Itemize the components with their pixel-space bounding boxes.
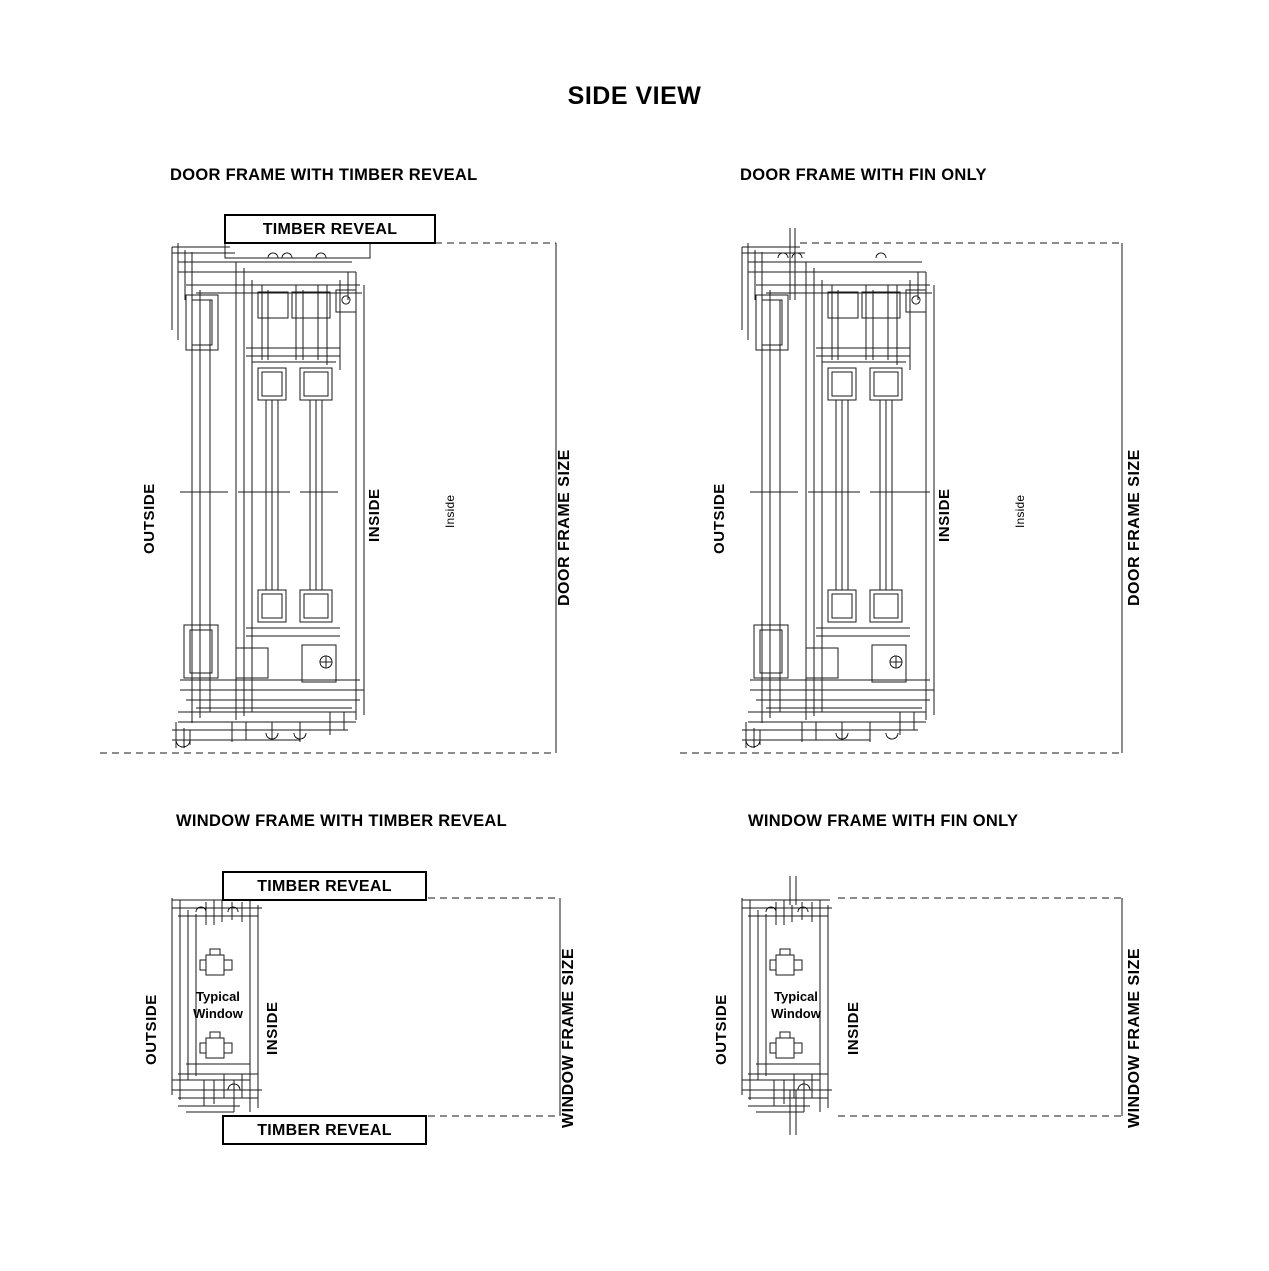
timber-reveal-callout-window-top: TIMBER REVEAL [222, 871, 427, 901]
typical-window-label-line1: Typical [196, 989, 240, 1004]
timber-reveal-callout-door: TIMBER REVEAL [224, 214, 436, 244]
outside-label-door-timber: OUTSIDE [141, 483, 158, 554]
inside-label-door-fin: INSIDE [936, 488, 953, 542]
door-fin-only-drawing [680, 228, 1122, 753]
panel-title-window-fin-only: WINDOW FRAME WITH FIN ONLY [748, 812, 1019, 830]
door-frame-size-dimension-label-2: DOOR FRAME SIZE [1126, 449, 1143, 606]
window-frame-size-dimension-label-1: WINDOW FRAME SIZE [560, 947, 577, 1128]
outside-label-window-fin: OUTSIDE [713, 994, 730, 1065]
typical-window-label-timber [182, 988, 254, 1022]
page-title: SIDE VIEW [567, 82, 702, 110]
timber-reveal-callout-window-bottom: TIMBER REVEAL [222, 1115, 427, 1145]
inside-small-label-door-fin: Inside [1013, 494, 1027, 528]
typical-window-label-fin [756, 988, 836, 1022]
typical-window-label-fin-line2: Window [771, 1006, 821, 1021]
typical-window-label-fin-line1: Typical [774, 989, 818, 1004]
inside-label-window-timber: INSIDE [264, 1001, 281, 1055]
panel-title-door-fin-only: DOOR FRAME WITH FIN ONLY [740, 166, 987, 184]
inside-label-window-fin: INSIDE [845, 1001, 862, 1055]
window-frame-size-dimension-label-2: WINDOW FRAME SIZE [1126, 947, 1143, 1128]
typical-window-label-line2: Window [193, 1006, 243, 1021]
door-timber-reveal-drawing [100, 243, 556, 753]
outside-label-door-fin: OUTSIDE [711, 483, 728, 554]
door-frame-size-dimension-label-1: DOOR FRAME SIZE [556, 449, 573, 606]
panel-title-window-timber-reveal: WINDOW FRAME WITH TIMBER REVEAL [176, 812, 508, 830]
panel-title-door-timber-reveal: DOOR FRAME WITH TIMBER REVEAL [170, 166, 478, 184]
inside-label-door-timber: INSIDE [366, 488, 383, 542]
outside-label-window-timber: OUTSIDE [143, 994, 160, 1065]
inside-small-label-door-timber: Inside [443, 494, 457, 528]
